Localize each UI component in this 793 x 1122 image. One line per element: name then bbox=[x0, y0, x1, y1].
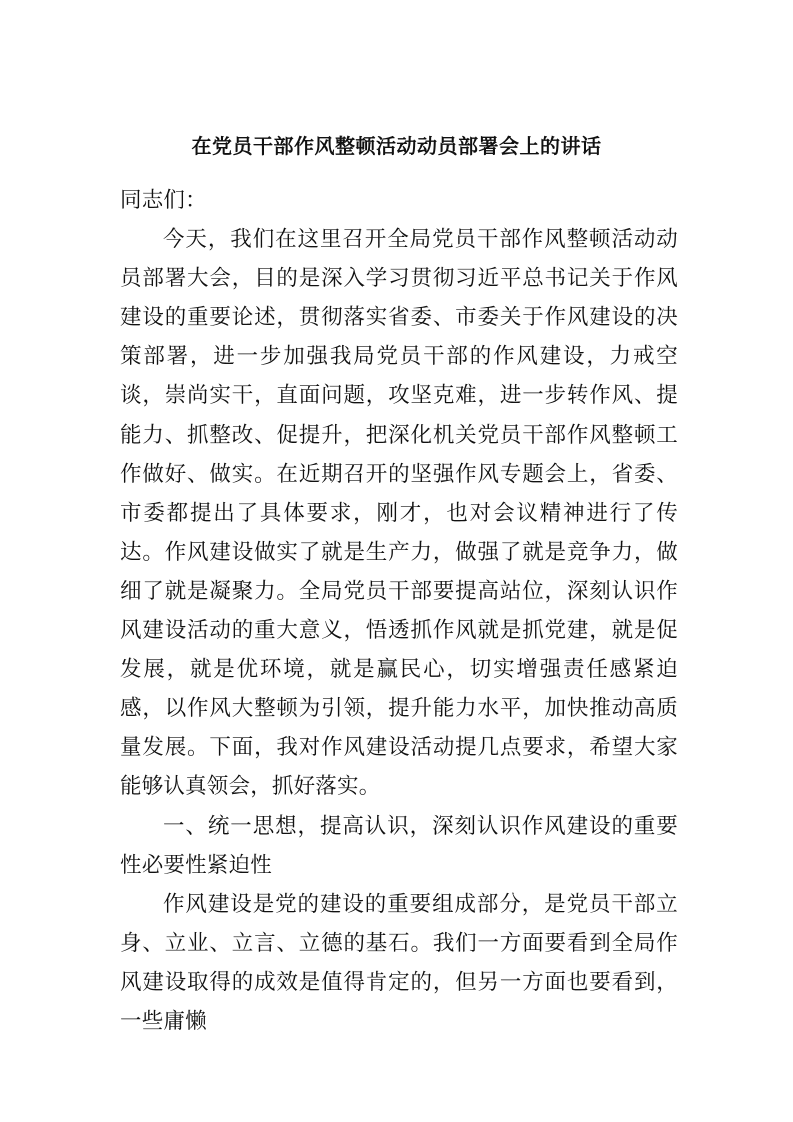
salutation: 同志们： bbox=[120, 188, 207, 213]
section-paragraph: 作风建设是党的建设的重要组成部分，是党员干部立身、立业、立言、立德的基石。我们一方面要看到全局作风建设取得的成效是值得肯定的，但另一方面也要看到，一些庸懒 bbox=[120, 891, 678, 1034]
document-body bbox=[120, 181, 678, 1041]
opening-paragraph: 今天，我们在这里召开全局党员干部作风整顿活动动员部署大会，目的是深入学习贯彻习近平总书记关于作风建设的重要论述，贯彻落实省委、市委关于作风建设的决策部署，进一步加强我局党员干部的作风建设，力戒空谈，崇尚实干，直面问题，攻坚克难，进一步转作风、提能力、抓整改、促提升，把深化机关党员干部作风整顿工作做好、做实。在近期召开的坚强作风专题会上，省委、市委都提出了具体要求，刚才，也对会议精神进行了传达。作风建设做实了就是生产力，做强了就是竞争力，做细了就是凝聚力。全局党员干部要提高站位，深刻认识作风建设活动的重大意义，悟透抓作风就是抓党建，就是促发展，就是优环境，就是赢民心，切实增强责任感紧迫感，以作风大整顿为引领，提升能力水平，加快推动高质量发展。下面，我对作风建设活动提几点要求，希望大家能够认真领会，抓好落实。 bbox=[120, 227, 678, 800]
document-title: 在党员干部作风整顿活动动员部署会上的讲话 bbox=[191, 134, 602, 158]
section-heading: 一、统一思想，提高认识，深刻认识作风建设的重要性必要性紧迫性 bbox=[120, 813, 678, 878]
